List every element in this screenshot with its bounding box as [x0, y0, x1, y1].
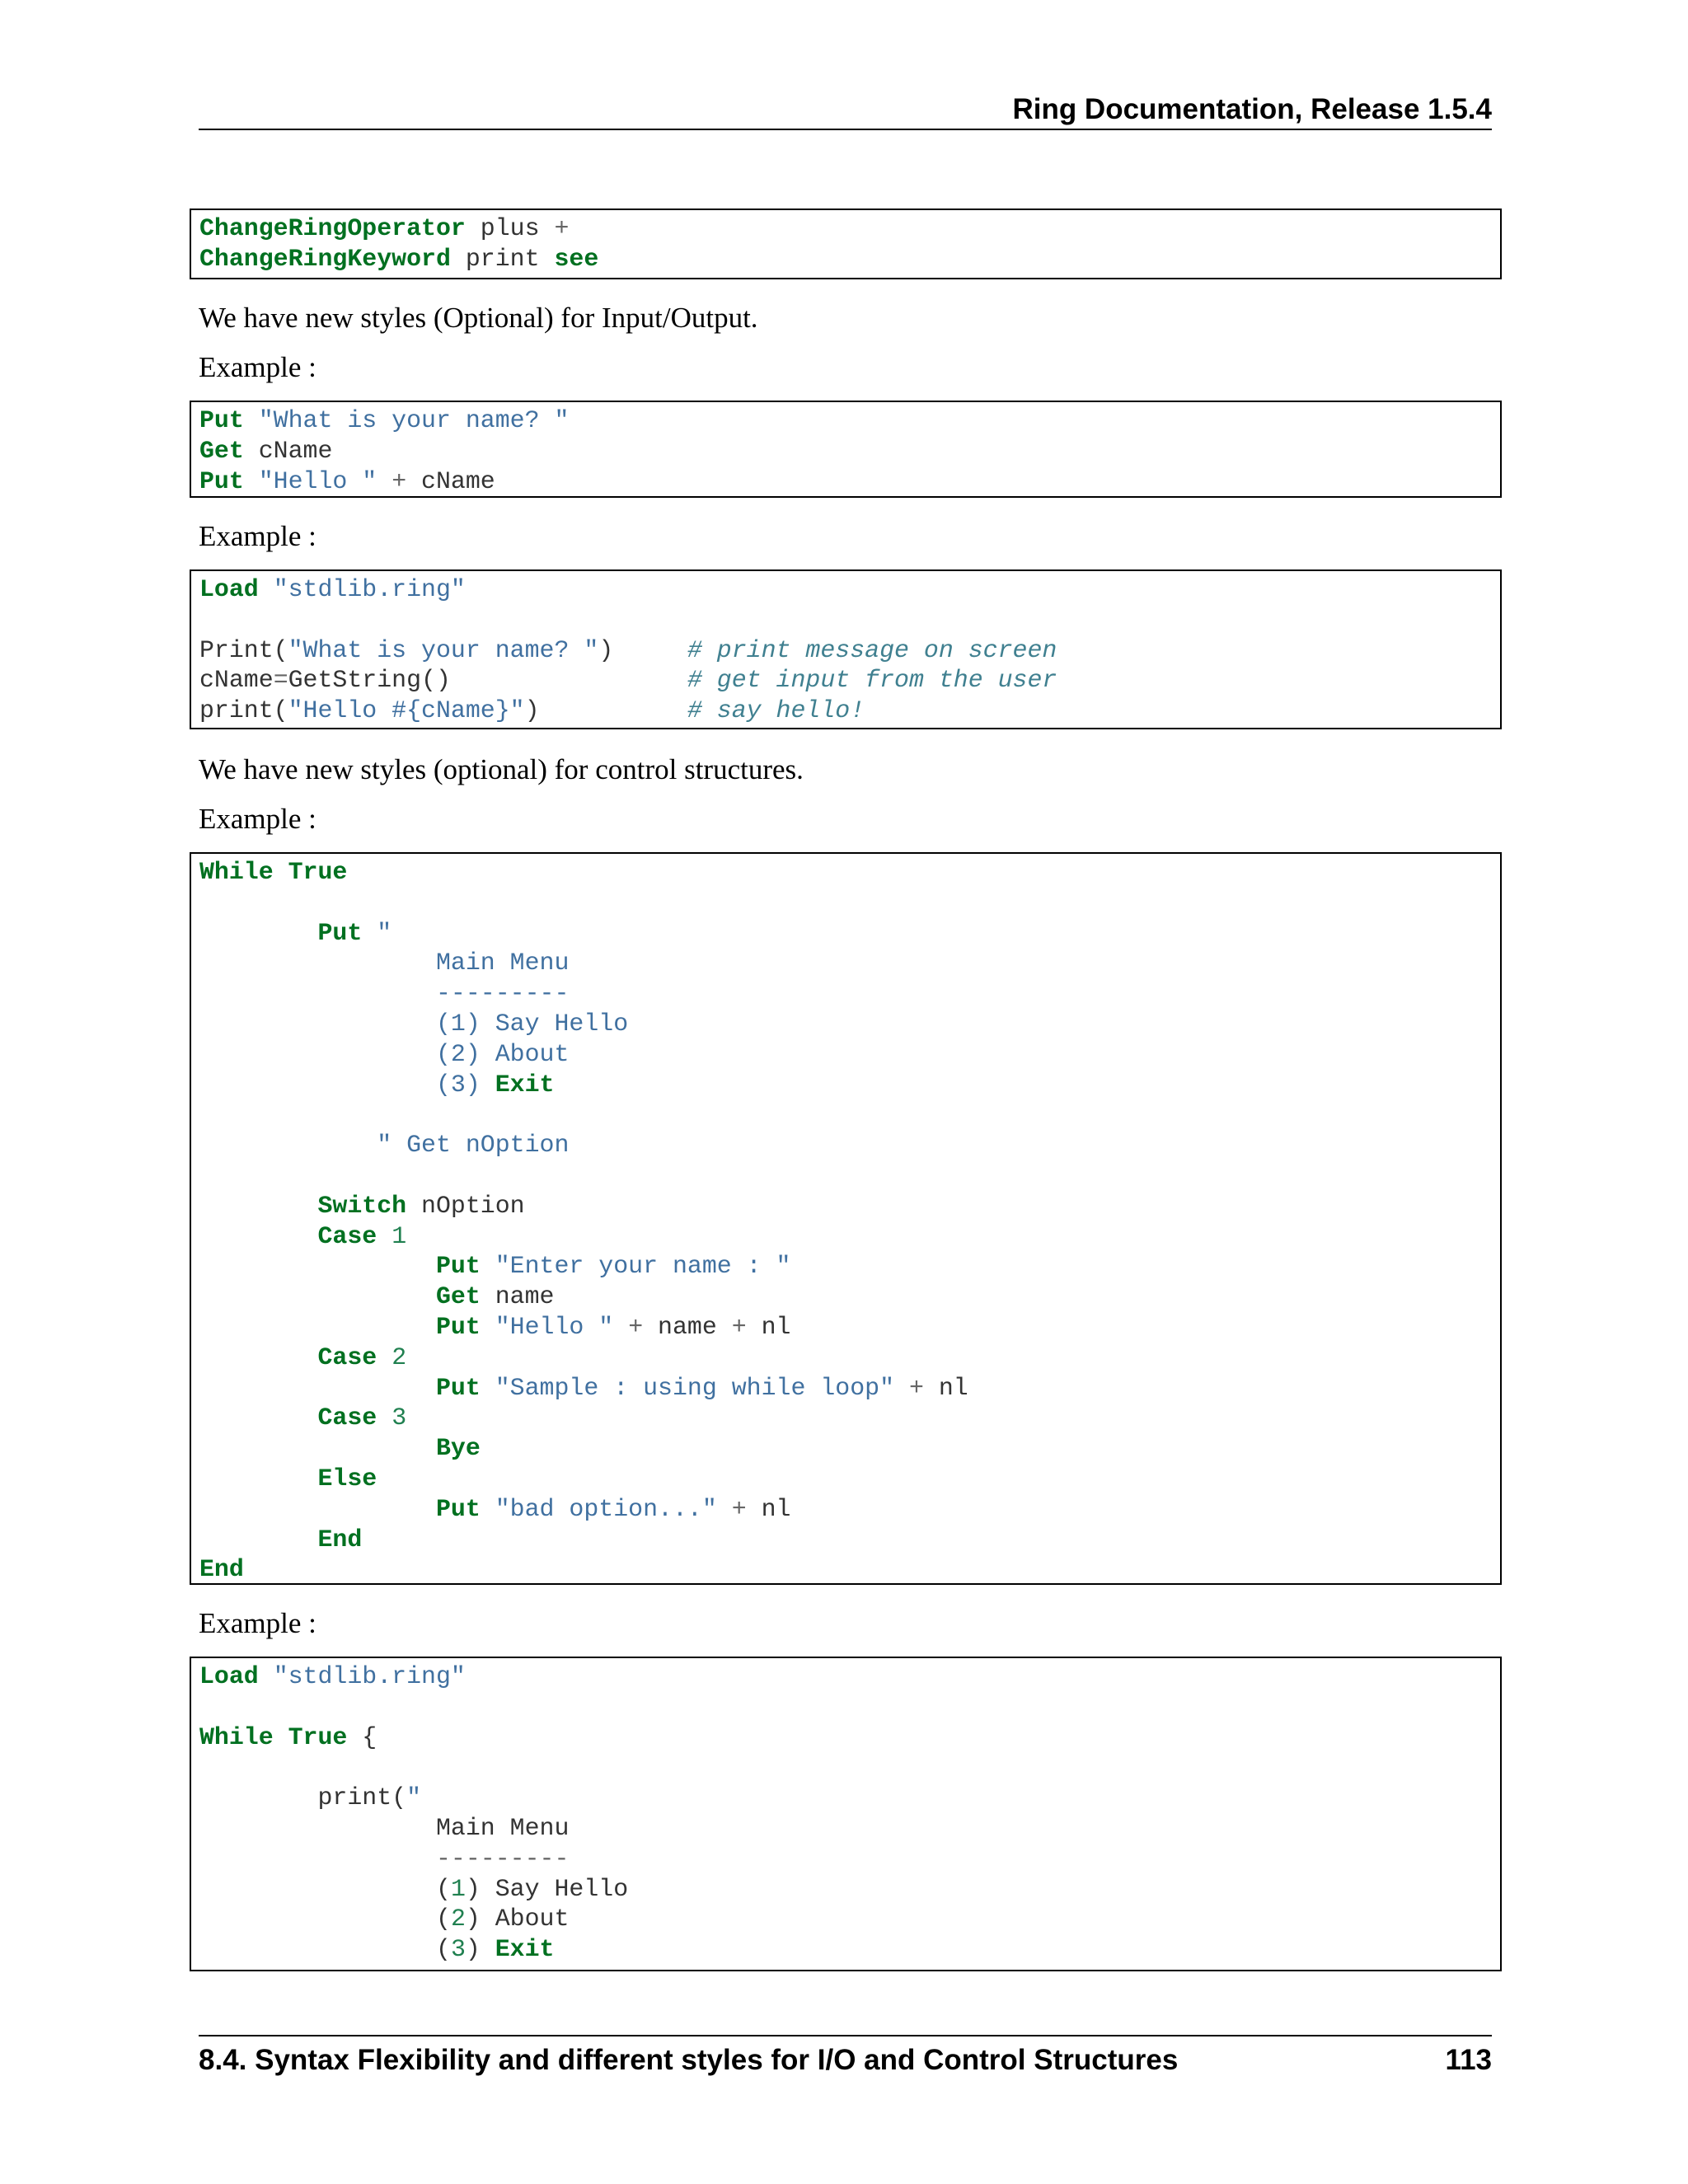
string-token: (1) Say Hello: [199, 1009, 629, 1038]
code-line: [199, 1160, 1500, 1191]
keyword-token: Put: [436, 1494, 481, 1523]
operator-token: +: [554, 214, 570, 242]
text-token: [481, 1313, 495, 1341]
keyword-token: Put: [436, 1312, 481, 1341]
operator-token: +: [909, 1373, 924, 1402]
operator-token: +: [731, 1494, 747, 1523]
code-line: [199, 1813, 1500, 1844]
text-token: ): [465, 1935, 495, 1964]
string-token: " Get nOption: [199, 1131, 570, 1160]
keyword-token: Put: [199, 406, 244, 434]
text-token: cName: [406, 466, 495, 495]
string-token: "What is your name? ": [258, 406, 570, 434]
text-token: [199, 1465, 318, 1493]
number-token: 1: [392, 1221, 407, 1250]
keyword-token: End: [199, 1555, 244, 1584]
text-token: ): [524, 696, 687, 725]
code-line: [199, 1433, 1500, 1464]
text-token: [362, 919, 377, 947]
code-line: [199, 605, 1500, 635]
string-token: "Hello ": [258, 466, 377, 495]
code-line: [199, 1403, 1500, 1433]
keyword-token: True: [288, 1722, 348, 1751]
operator-token: +: [628, 1312, 644, 1341]
footer-divider: [199, 2035, 1492, 2036]
code-line: [199, 1070, 1500, 1100]
keyword-token: Case: [317, 1343, 377, 1371]
keyword-token: End: [317, 1525, 363, 1554]
code-line: [199, 574, 1500, 605]
text-token: [199, 1374, 436, 1402]
keyword-token: Put: [317, 918, 363, 947]
text-token: [481, 1495, 495, 1523]
code-text: [199, 405, 1500, 496]
text-token: cName: [199, 666, 274, 695]
code-line: [199, 213, 1500, 244]
string-token: "bad option...": [495, 1494, 717, 1523]
keyword-token: Exit: [495, 1070, 555, 1099]
text-token: print(: [199, 696, 288, 725]
code-line: [199, 1494, 1500, 1525]
keyword-token: While: [199, 858, 274, 886]
code-line: [199, 1312, 1500, 1343]
string-token: (2) About: [199, 1039, 570, 1068]
keyword-token: Exit: [495, 1935, 555, 1964]
keyword-token: Put: [436, 1252, 481, 1281]
string-token: ---------: [199, 979, 570, 1008]
code-line: [199, 1692, 1500, 1722]
code-line: [199, 1251, 1500, 1282]
code-line: [199, 1373, 1500, 1404]
code-text: [199, 857, 1500, 1585]
keyword-token: True: [288, 858, 348, 886]
code-line: [199, 466, 1500, 497]
text-token: print(: [199, 1783, 407, 1812]
text-token: plus: [465, 214, 555, 242]
text-token: [274, 858, 288, 886]
string-token: "stdlib.ring": [273, 575, 466, 603]
code-line: [199, 1130, 1500, 1160]
code-line: [199, 1752, 1500, 1783]
footer-section-title: 8.4. Syntax Flexibility and different styles for I/O and Control Structures: [199, 2044, 1179, 2076]
text-token: [481, 1374, 495, 1402]
paragraph-example-label: Example :: [199, 520, 316, 552]
text-token: [377, 467, 392, 495]
text-token: [199, 1252, 436, 1280]
code-line: [199, 888, 1500, 918]
number-token: 2: [450, 1905, 466, 1933]
code-line: [199, 1282, 1500, 1312]
text-token: print: [450, 244, 555, 273]
text-token: [199, 1192, 318, 1220]
number-token: 3: [450, 1935, 466, 1964]
text-token: Print(: [199, 635, 288, 664]
keyword-token: Put: [436, 1373, 481, 1402]
text-token: [377, 1404, 392, 1432]
text-token: Main Menu: [199, 1813, 570, 1842]
text-token: [259, 1662, 274, 1690]
code-text: [199, 213, 1500, 274]
keyword-token: Load: [199, 575, 259, 603]
text-token: [613, 1313, 628, 1341]
text-token: [199, 1434, 436, 1462]
keyword-token: ChangeRingKeyword: [199, 244, 451, 273]
code-block-put-get: [190, 401, 1502, 498]
text-token: nl: [746, 1312, 791, 1341]
text-token: [199, 1222, 318, 1250]
code-line: [199, 1009, 1500, 1039]
code-line: [199, 1525, 1500, 1555]
text-token: nl: [746, 1494, 791, 1523]
text-token: [244, 467, 259, 495]
text-token: {: [347, 1722, 377, 1751]
code-line: [199, 1191, 1500, 1221]
number-token: 1: [450, 1874, 466, 1903]
code-line: [199, 1343, 1500, 1373]
text-token: [259, 575, 274, 603]
keyword-token: Case: [317, 1221, 377, 1250]
keyword-token: Load: [199, 1662, 259, 1690]
code-line: [199, 1783, 1500, 1813]
operator-token: =: [273, 666, 288, 695]
code-line: [199, 1844, 1500, 1874]
text-token: (: [199, 1935, 451, 1964]
keyword-token: ChangeRingOperator: [199, 214, 466, 242]
code-block-stdlib-print: [190, 569, 1502, 729]
code-line: [199, 1099, 1500, 1130]
string-token: Main Menu: [199, 949, 570, 977]
text-token: ) Say Hello: [465, 1874, 629, 1903]
operator-token: +: [731, 1312, 747, 1341]
paragraph-example-label: Example :: [199, 351, 316, 383]
text-token: [481, 1252, 495, 1280]
text-token: GetString(): [288, 666, 687, 695]
code-block-while-braces: [190, 1657, 1502, 1971]
comment-token: # say hello!: [687, 696, 865, 725]
keyword-token: Else: [317, 1464, 377, 1493]
keyword-token: Get: [199, 436, 244, 465]
page-number: 113: [1445, 2044, 1492, 2076]
text-token: [274, 1723, 288, 1751]
text-token: [199, 1404, 318, 1432]
string-token: "Hello ": [495, 1312, 614, 1341]
operator-token: +: [392, 466, 407, 495]
string-token: "Enter your name : ": [495, 1252, 791, 1281]
text-token: [199, 1844, 436, 1872]
string-token: "Sample : using while loop": [495, 1373, 895, 1402]
string-token: "Hello #{cName}": [288, 696, 525, 725]
code-line: [199, 1934, 1500, 1965]
text-token: [199, 1495, 436, 1523]
keyword-token: see: [554, 244, 599, 273]
keyword-token: Get: [436, 1282, 481, 1311]
code-line: [199, 918, 1500, 949]
code-line: [199, 1874, 1500, 1905]
code-line: [199, 1722, 1500, 1753]
text-token: [377, 1343, 392, 1371]
paragraph-example-label: Example :: [199, 803, 316, 835]
code-line: [199, 978, 1500, 1009]
comment-token: # print message on screen: [687, 635, 1057, 664]
string-token: ": [406, 1783, 422, 1812]
code-line: [199, 1221, 1500, 1252]
string-token: ": [377, 918, 392, 947]
number-token: 2: [392, 1343, 407, 1371]
paragraph-control-styles: We have new styles (optional) for control structures.: [199, 753, 804, 785]
code-line: [199, 1039, 1500, 1070]
code-line: [199, 1904, 1500, 1934]
text-token: ): [598, 635, 687, 664]
text-token: [199, 1313, 436, 1341]
text-token: cName: [243, 436, 333, 465]
comment-token: # get input from the user: [687, 666, 1057, 695]
code-text: [199, 1661, 1500, 1965]
keyword-token: Put: [199, 466, 244, 495]
string-token: (3): [199, 1070, 495, 1099]
running-header: Ring Documentation, Release 1.5.4: [199, 91, 1492, 130]
text-token: [377, 1222, 392, 1250]
keyword-token: Switch: [317, 1191, 407, 1220]
text-token: name: [643, 1312, 732, 1341]
text-token: nl: [923, 1373, 968, 1402]
paragraph-example-label: Example :: [199, 1607, 316, 1639]
code-line: [199, 405, 1500, 436]
code-line: [199, 1661, 1500, 1692]
keyword-token: Case: [317, 1404, 377, 1432]
code-line: [199, 857, 1500, 888]
string-token: "What is your name? ": [288, 635, 599, 664]
code-line: [199, 436, 1500, 466]
text-token: nOption: [406, 1191, 525, 1220]
keyword-token: While: [199, 1722, 274, 1751]
text-token: [717, 1495, 732, 1523]
code-line: [199, 696, 1500, 726]
code-text: [199, 574, 1500, 726]
text-token: [199, 919, 318, 947]
text-token: [199, 1343, 318, 1371]
keyword-token: Bye: [436, 1434, 481, 1463]
code-line: [199, 948, 1500, 978]
code-block-while-menu: [190, 852, 1502, 1585]
code-line: [199, 244, 1500, 274]
text-token: name: [480, 1282, 555, 1311]
code-block-change-operator: [190, 209, 1502, 279]
operator-token: ---------: [436, 1844, 570, 1872]
text-token: [199, 1282, 436, 1310]
string-token: "stdlib.ring": [273, 1662, 466, 1690]
text-token: [894, 1374, 909, 1402]
code-line: [199, 1554, 1500, 1585]
text-token: ) About: [465, 1905, 570, 1933]
code-line: [199, 1464, 1500, 1494]
text-token: [199, 1526, 318, 1554]
paragraph-io-styles: We have new styles (Optional) for Input/Output.: [199, 302, 758, 334]
code-line: [199, 635, 1500, 666]
code-line: [199, 665, 1500, 696]
number-token: 3: [392, 1404, 407, 1432]
text-token: (: [199, 1905, 451, 1933]
text-token: (: [199, 1874, 451, 1903]
text-token: [244, 406, 259, 434]
